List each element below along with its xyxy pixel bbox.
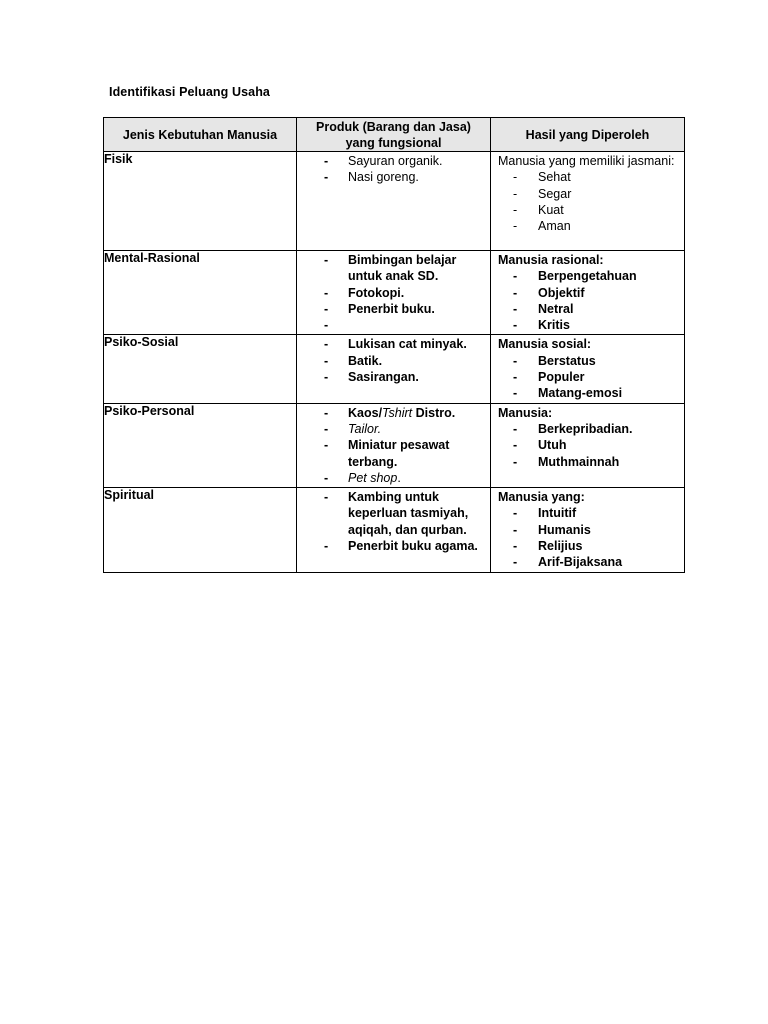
list-item: - Aman: [513, 219, 571, 234]
products-cell: [297, 251, 491, 335]
opportunity-table: [103, 117, 685, 573]
category-cell: Mental-Rasional: [104, 251, 297, 335]
category-cell: Spiritual: [104, 488, 297, 572]
list-item: - Pet shop.: [324, 470, 401, 485]
list-item: - Relijius: [513, 539, 583, 554]
list-item: - Nasi goreng.: [324, 170, 419, 185]
list-item: - Batik.: [324, 353, 383, 368]
header-results: Hasil yang Diperoleh: [491, 118, 685, 152]
list-item: - Kambing untuk keperluan tasmiyah, aqiqah, dan qurban.: [324, 490, 469, 537]
list-item: - Tailor.: [324, 421, 382, 436]
list-item: - Berkepribadian.: [513, 421, 633, 436]
list-item: - Segar: [513, 186, 572, 201]
results-cell: [491, 335, 685, 403]
products-cell: [297, 403, 491, 487]
list-item: - Populer: [513, 370, 585, 385]
result-heading: Manusia yang memiliki jasmani:: [498, 154, 675, 168]
results-cell: [491, 488, 685, 572]
products-cell: [297, 335, 491, 403]
list-item: - Bimbingan belajar untuk anak SD.: [324, 253, 457, 284]
results-cell: [491, 251, 685, 335]
list-item: - Netral: [513, 301, 574, 316]
list-item: - Kritis: [513, 318, 570, 333]
products-cell: [297, 488, 491, 572]
products-cell: [297, 152, 491, 251]
result-heading: Manusia rasional:: [498, 253, 604, 267]
table-row: [104, 335, 685, 403]
list-item: - Matang-emosi: [513, 386, 623, 401]
list-item: - Berpengetahuan: [513, 269, 637, 284]
results-cell: [491, 403, 685, 487]
list-item: - Arif-Bijaksana: [513, 555, 623, 570]
list-item: -: [324, 318, 329, 333]
table-row: [104, 152, 685, 251]
list-item: - Utuh: [513, 438, 567, 453]
list-item: - Intuitif: [513, 506, 577, 521]
list-item: - Humanis: [513, 522, 591, 537]
results-cell: [491, 152, 685, 251]
document-title: Identifikasi Peluang Usaha: [109, 85, 270, 99]
list-item: - Sasirangan.: [324, 370, 419, 385]
result-heading: Manusia:: [498, 405, 553, 420]
list-item: - Lukisan cat minyak.: [324, 337, 467, 352]
table-row: [104, 488, 685, 572]
list-item: - Berstatus: [513, 353, 596, 368]
list-item: - Sayuran organik.: [324, 154, 443, 168]
list-item: - Sehat: [513, 170, 571, 185]
header-products: Produk (Barang dan Jasa) yang fungsional: [297, 118, 491, 152]
list-item: - Kuat: [513, 202, 564, 217]
list-item: - Fotokopi.: [324, 285, 405, 300]
result-heading: Manusia yang:: [498, 490, 585, 505]
list-item: - Penerbit buku.: [324, 301, 435, 316]
list-item: - Kaos/Tshirt Distro.: [324, 405, 456, 420]
list-item: - Muthmainnah: [513, 454, 620, 469]
list-item: - Miniatur pesawat terbang.: [324, 438, 450, 469]
table-row: [104, 403, 685, 487]
category-cell: Psiko-Personal: [104, 403, 297, 487]
category-cell: Fisik: [104, 152, 297, 251]
category-cell: Psiko-Sosial: [104, 335, 297, 403]
result-heading: Manusia sosial:: [498, 337, 592, 352]
header-needs: Jenis Kebutuhan Manusia: [104, 118, 297, 152]
list-item: - Penerbit buku agama.: [324, 539, 478, 554]
list-item: - Objektif: [513, 285, 585, 300]
table-row: [104, 251, 685, 335]
table-header-row: [104, 118, 685, 152]
